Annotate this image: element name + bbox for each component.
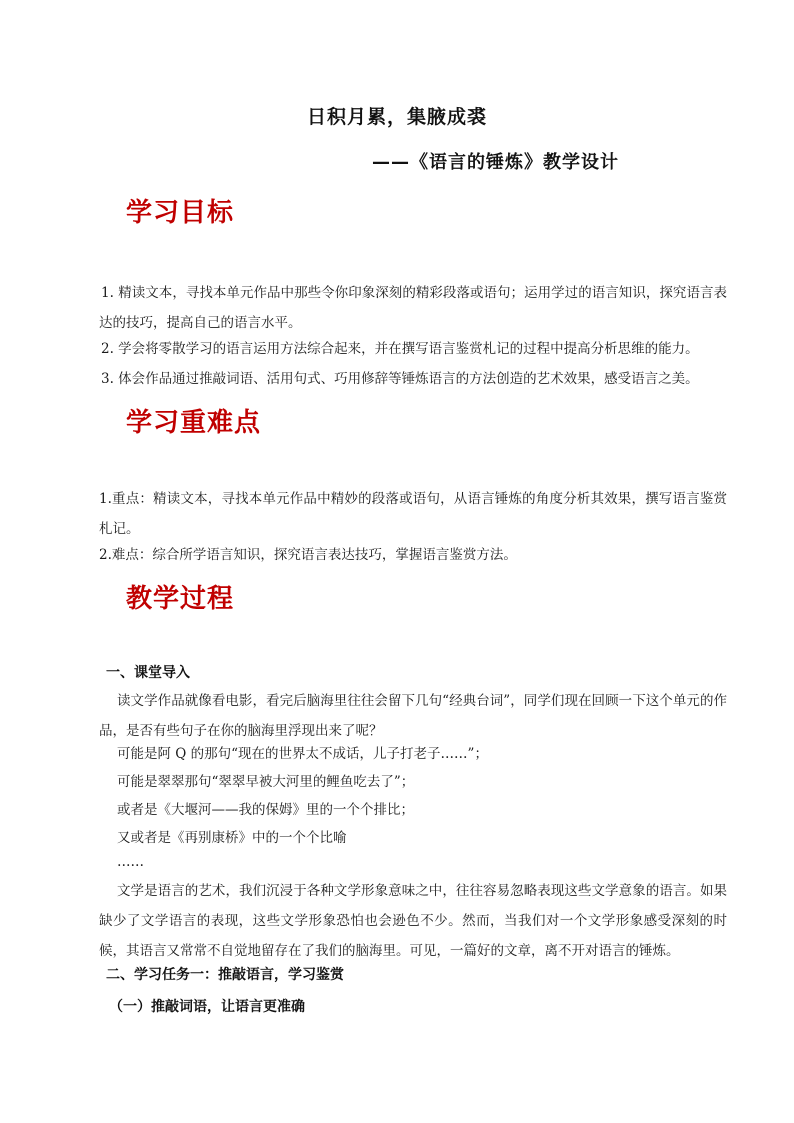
part1-title: 一、课堂导入 <box>106 665 190 681</box>
goal-item-3: 3. 体会作品通过推敲词语、活用句式、巧用修辞等锤炼语言的方法创造的艺术效果，感受语言之美。 <box>101 371 699 387</box>
closing-paragraph: 文学是语言的艺术，我们沉浸于各种文学形象意味之中，往往容易忽略表现这些文学意象的语言。如果缺少了文学语言的表现，这些文学形象恐怕也会逊色不少。然而，当我们对一个文学形象感受深刻的时候，其语言又常常不自觉地留存在了我们的脑海里。可见，一篇好的文章，离不开对语言的锤炼。 <box>99 883 727 959</box>
part2-title: 二、学习任务一：推敲语言，学习鉴赏 <box>106 967 344 983</box>
example-line-2: 可能是翠翠那句“翠翠早被大河里的鲤鱼吃去了”； <box>117 774 415 790</box>
intro-paragraph: 读文学作品就像看电影，看完后脑海里往往会留下几句“经典台词”，同学们现在回顾一下这个单元的作品，是否有些句子在你的脑海里浮现出来了呢？ <box>99 693 727 739</box>
document-title: 日积月累，集腋成裘 <box>306 106 487 128</box>
section-heading-process: 教学过程 <box>126 584 235 614</box>
goal-item-1: 1. 精读文本，寻找本单元作品中那些令你印象深刻的精彩段落或语句；运用学过的语言知识，探究语言表达的技巧，提高自己的语言水平。 <box>99 285 727 331</box>
key-point-item-2: 2.难点：综合所学语言知识，探究语言表达技巧，掌握语言鉴赏方法。 <box>99 547 517 563</box>
section-heading-key-points: 学习重难点 <box>126 408 262 438</box>
example-line-4: 又或者是《再别康桥》中的一个个比喻 <box>117 830 347 846</box>
document-subtitle: ——《语言的锤炼》教学设计 <box>372 152 619 173</box>
example-line-3: 或者是《大堰河——我的保姆》里的一个个排比； <box>117 802 414 818</box>
goal-item-2: 2. 学会将零散学习的语言运用方法综合起来，并在撰写语言鉴赏札记的过程中提高分析思维的能力。 <box>101 341 699 357</box>
section-heading-goals: 学习目标 <box>126 198 235 228</box>
part2-subsection-1: （一）推敲词语，让语言更准确 <box>109 999 305 1015</box>
key-point-item-1: 1.重点：精读文本，寻找本单元作品中精妙的段落或语句，从语言锤炼的角度分析其效果，撰写语言鉴赏札记。 <box>99 491 727 537</box>
example-line-1: 可能是阿 Q 的那句“现在的世界太不成话，儿子打老子……”； <box>117 746 488 762</box>
example-line-5: …… <box>117 854 144 870</box>
